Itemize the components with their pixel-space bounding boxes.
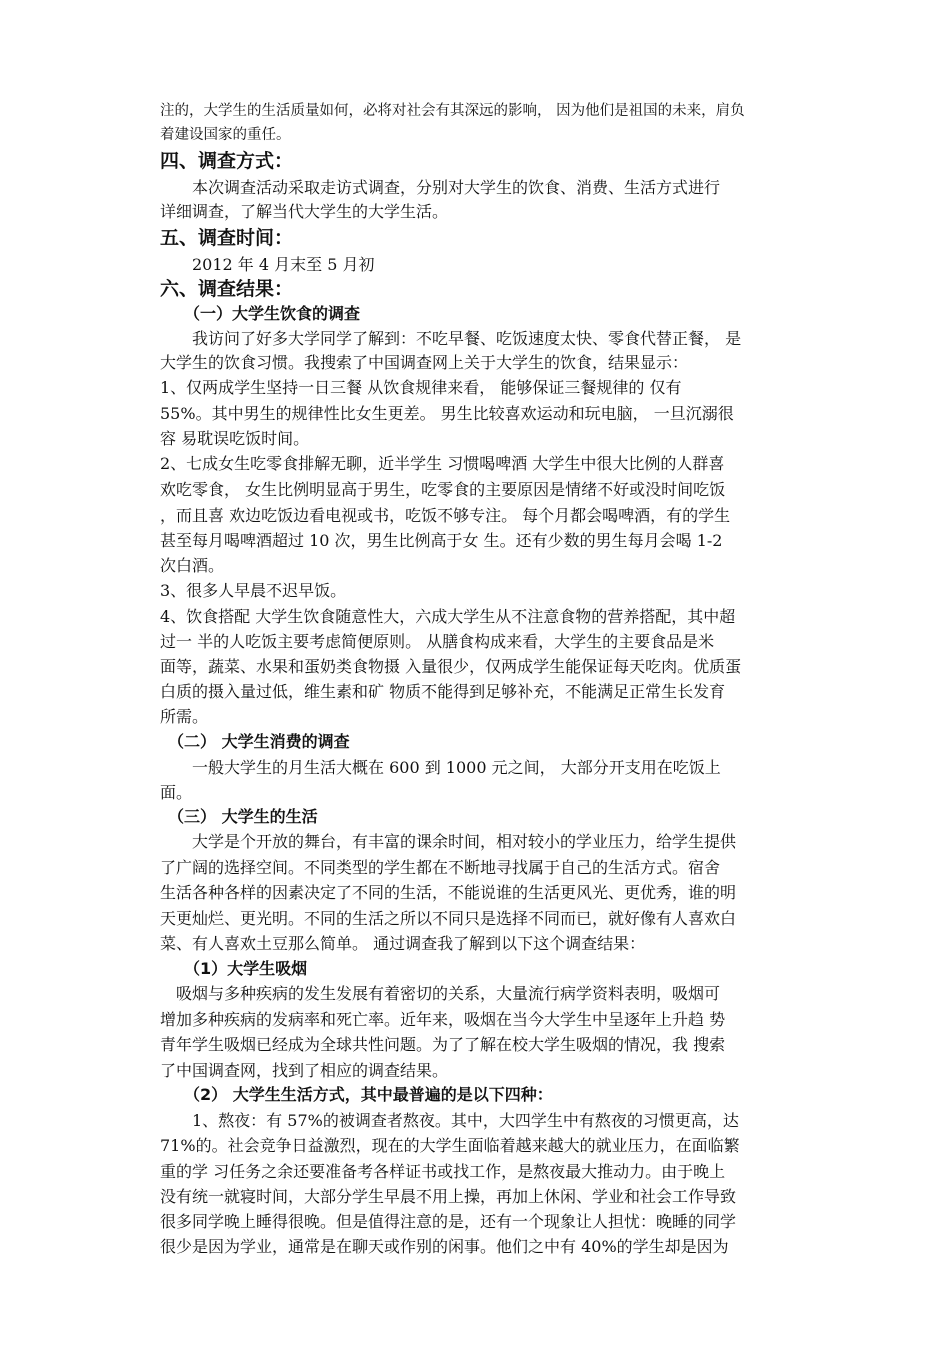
text-line: 很多同学晚上睡得很晚。但是值得注意的是，还有一个现象让人担忧：晚睡的同学 bbox=[160, 1212, 737, 1231]
text-line: 4、饮食搭配 大学生饮食随意性大，六成大学生从不注意食物的营养搭配，其中超 bbox=[160, 607, 736, 626]
text-line: 增加多种疾病的发病率和死亡率。近年来，吸烟在当今大学生中呈逐年上升趋 势 bbox=[160, 1010, 726, 1029]
text-line: ，而且喜 欢边吃饭边看电视或书，吃饭不够专注。 每个月都会喝啤酒，有的学生 bbox=[160, 506, 731, 525]
text-line: 所需。 bbox=[160, 707, 209, 726]
text-line: 生活各种各样的因素决定了不同的生活，不能说谁的生活更风光、更优秀，谁的明 bbox=[160, 883, 737, 902]
text-line: 容 易耽误吃饭时间。 bbox=[160, 429, 310, 448]
subsection-heading: （三） 大学生的生活 bbox=[160, 807, 318, 826]
subsection-heading: （1）大学生吸烟 bbox=[160, 959, 308, 978]
text-line: 欢吃零食， 女生比例明显高于男生，吃零食的主要原因是情绪不好或没时间吃饭 bbox=[160, 480, 726, 499]
text-line: 了中国调查网，找到了相应的调查结果。 bbox=[160, 1061, 449, 1080]
subsection-heading: （2） 大学生生活方式，其中最普遍的是以下四种： bbox=[160, 1085, 553, 1104]
text-line: 吸烟与多种疾病的发生发展有着密切的关系，大量流行病学资料表明，吸烟可 bbox=[160, 984, 721, 1003]
text-line: 71%的。社会竞争日益激烈，现在的大学生面临着越来越大的就业压力，在面临繁 bbox=[160, 1136, 740, 1155]
text-line: 大学生的饮食习惯。我搜索了中国调查网上关于大学生的饮食，结果显示： bbox=[160, 353, 689, 372]
text-line: 没有统一就寝时间，大部分学生早晨不用上操，再加上休闲、学业和社会工作导致 bbox=[160, 1187, 737, 1206]
text-line: 面等，蔬菜、水果和蛋奶类食物摄 入量很少，仅两成学生能保证每天吃肉。优质蛋 bbox=[160, 657, 742, 676]
text-line: 一般大学生的月生活大概在 600 到 1000 元之间， 大部分开支用在吃饭上 bbox=[160, 758, 721, 777]
text-line: 1、仅两成学生坚持一日三餐 从饮食规律来看， 能够保证三餐规律的 仅有 bbox=[160, 378, 682, 397]
text-line: 注的，大学生的生活质量如何，必将对社会有其深远的影响， 因为他们是祖国的未来，肩负 bbox=[160, 103, 745, 119]
text-line: 我访问了好多大学同学了解到：不吃早餐、吃饭速度太快、零食代替正餐， 是 bbox=[160, 329, 742, 348]
text-line: 甚至每月喝啤酒超过 10 次，男生比例高于女 生。还有少数的男生每月会喝 1-2 bbox=[160, 531, 723, 550]
text-line: 很少是因为学业，通常是在聊天或作别的闲事。他们之中有 40%的学生却是因为 bbox=[160, 1237, 729, 1256]
text-line: 本次调查活动采取走访式调查，分别对大学生的饮食、消费、生活方式进行 bbox=[160, 178, 721, 197]
text-line: 白质的摄入量过低，维生素和矿 物质不能得到足够补充，不能满足正常生长发育 bbox=[160, 682, 726, 701]
text-line: 青年学生吸烟已经成为全球共性问题。为了了解在校大学生吸烟的情况，我 搜索 bbox=[160, 1035, 726, 1054]
text-line: 次白酒。 bbox=[160, 556, 225, 575]
text-line: 详细调查，了解当代大学生的大学生活。 bbox=[160, 202, 449, 221]
text-line: 天更灿烂、更光明。不同的生活之所以不同只是选择不同而已，就好像有人喜欢白 bbox=[160, 909, 737, 928]
text-line: 过一 半的人吃饭主要考虑简便原则。 从膳食构成来看，大学生的主要食品是米 bbox=[160, 632, 715, 651]
section-heading: 四、调查方式： bbox=[160, 150, 294, 172]
text-line: 大学是个开放的舞台，有丰富的课余时间，相对较小的学业压力，给学生提供 bbox=[160, 832, 737, 851]
text-line: 55%。其中男生的规律性比女生更差。 男生比较喜欢运动和玩电脑， 一旦沉溺很 bbox=[160, 404, 734, 423]
text-line: 菜、有人喜欢土豆那么简单。 通过调查我了解到以下这个调查结果： bbox=[160, 934, 646, 953]
section-heading: 六、调查结果： bbox=[160, 278, 294, 300]
text-line: 着建设国家的重任。 bbox=[160, 127, 291, 143]
text-line: 2012 年 4 月末至 5 月初 bbox=[160, 255, 375, 274]
subsection-heading: （二） 大学生消费的调查 bbox=[160, 732, 350, 751]
text-line: 2、七成女生吃零食排解无聊，近半学生 习惯喝啤酒 大学生中很大比例的人群喜 bbox=[160, 454, 725, 473]
text-line: 面。 bbox=[160, 783, 193, 802]
section-heading: 五、调查时间： bbox=[160, 227, 294, 249]
text-line: 1、熬夜：有 57%的被调查者熬夜。其中，大四学生中有熬夜的习惯更高，达 bbox=[160, 1111, 739, 1130]
text-line: 3、很多人早晨不迟早饭。 bbox=[160, 581, 347, 600]
text-line: 了广阔的选择空间。不同类型的学生都在不断地寻找属于自己的生活方式。宿舍 bbox=[160, 858, 721, 877]
subsection-heading: （一）大学生饮食的调查 bbox=[160, 304, 361, 323]
text-line: 重的学 习任务之余还要准备考各样证书或找工作，是熬夜最大推动力。由于晚上 bbox=[160, 1162, 726, 1181]
